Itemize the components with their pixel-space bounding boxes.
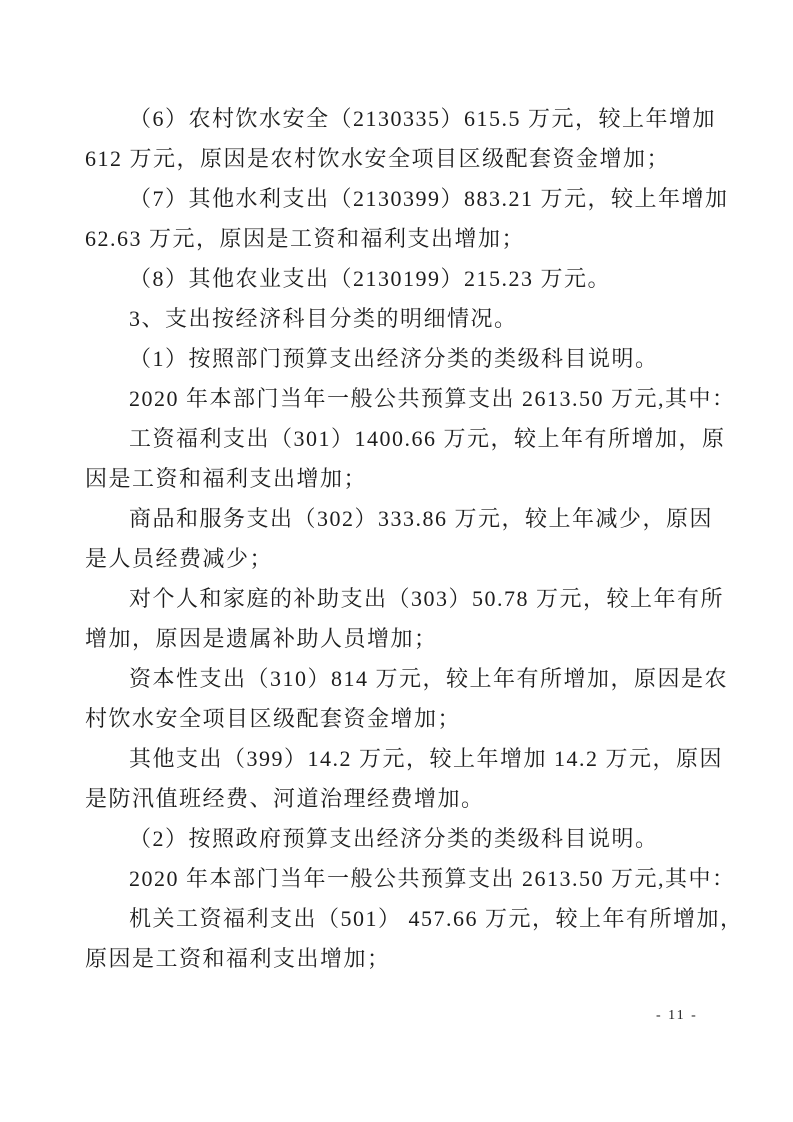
text-line: 因是工资和福利支出增加； <box>85 466 368 491</box>
text-line: 612 万元，原因是农村饮水安全项目区级配套资金增加； <box>85 146 671 171</box>
text-line: 村饮水安全项目区级配套资金增加； <box>85 706 462 731</box>
text-line: 3、支出按经济科目分类的明细情况。 <box>129 306 518 331</box>
page-number: - 11 - <box>656 1008 698 1023</box>
text-line: 机关工资福利支出（501） 457.66 万元，较上年有所增加， <box>129 906 744 931</box>
text-line: （8）其他农业支出（2130199）215.23 万元。 <box>129 266 612 291</box>
text-line: 是防汛值班经费、河道治理经费增加。 <box>85 786 485 811</box>
text-line: 是人员经费减少； <box>85 546 274 571</box>
text-line: 增加，原因是遗属补助人员增加； <box>85 626 438 651</box>
text-line: （7）其他水利支出（2130399）883.21 万元，较上年增加 <box>129 186 729 211</box>
text-line: 2020 年本部门当年一般公共预算支出 2613.50 万元,其中： <box>129 866 736 891</box>
text-line: 其他支出（399）14.2 万元，较上年增加 14.2 万元，原因 <box>129 746 724 771</box>
text-line: （1）按照部门预算支出经济分类的类级科目说明。 <box>129 346 659 371</box>
text-line: （6）农村饮水安全（2130335）615.5 万元，较上年增加 <box>129 106 717 131</box>
text-line: 对个人和家庭的补助支出（303）50.78 万元，较上年有所 <box>129 586 725 611</box>
document-body <box>85 99 744 979</box>
text-line: 2020 年本部门当年一般公共预算支出 2613.50 万元,其中： <box>129 386 736 411</box>
text-line: 资本性支出（310）814 万元，较上年有所增加，原因是农 <box>129 666 729 691</box>
text-line: （2）按照政府预算支出经济分类的类级科目说明。 <box>129 826 659 851</box>
text-line: 62.63 万元，原因是工资和福利支出增加； <box>85 226 526 251</box>
text-line: 工资福利支出（301）1400.66 万元，较上年有所增加，原 <box>129 426 726 451</box>
text-line: 商品和服务支出（302）333.86 万元，较上年减少，原因 <box>129 506 714 531</box>
text-line: 原因是工资和福利支出增加； <box>85 946 391 971</box>
